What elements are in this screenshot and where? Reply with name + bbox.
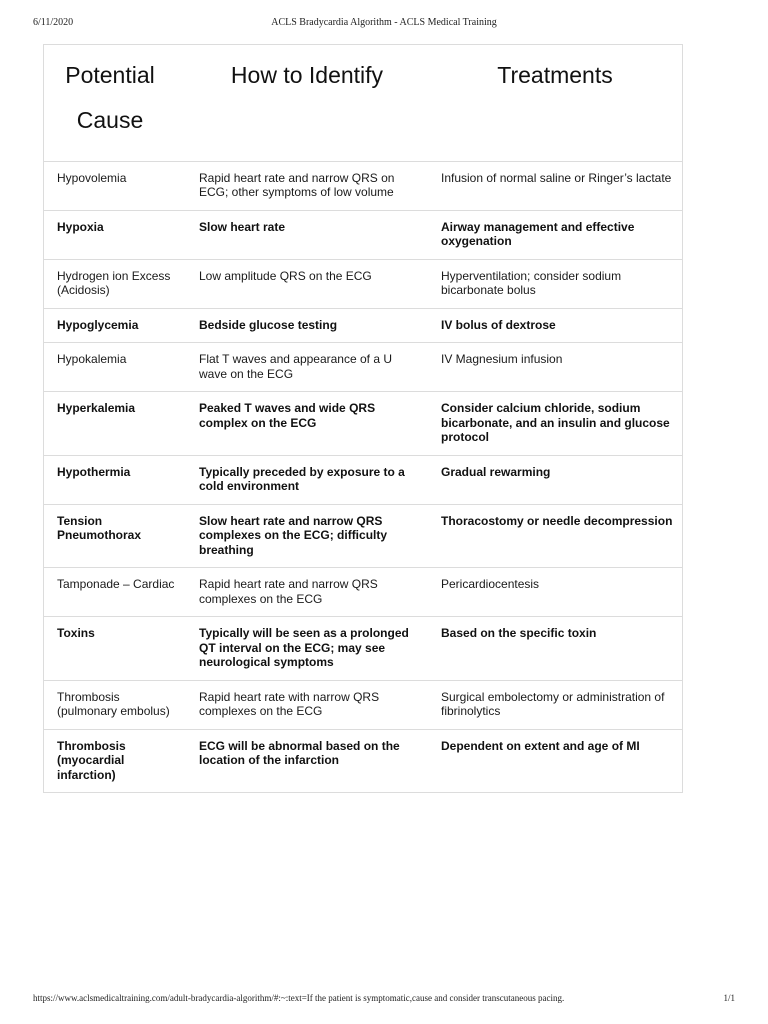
table-row — [44, 259, 682, 308]
cause-cell: Hypovolemia — [44, 161, 186, 210]
page-number: 1/1 — [723, 993, 735, 1003]
table-row — [44, 343, 682, 392]
treatment-cell: Pericardiocentesis — [428, 568, 682, 617]
identify-cell: Low amplitude QRS on the ECG — [186, 259, 428, 308]
identify-cell: Typically will be seen as a prolonged QT interval on the ECG; may see neurological symptoms — [186, 617, 428, 681]
table-row — [44, 504, 682, 568]
treatment-cell: Thoracostomy or needle decompression — [428, 504, 682, 568]
cause-cell: Thrombosis (pulmonary embolus) — [44, 680, 186, 729]
identify-cell: Bedside glucose testing — [186, 308, 428, 343]
table-body — [44, 161, 682, 792]
table-header-row — [44, 45, 682, 161]
treatment-cell: Gradual rewarming — [428, 455, 682, 504]
table-row — [44, 568, 682, 617]
table-row — [44, 161, 682, 210]
identify-cell: Flat T waves and appearance of a U wave on the ECG — [186, 343, 428, 392]
identify-cell: Rapid heart rate with narrow QRS complexes on the ECG — [186, 680, 428, 729]
header-treatments: Treatments — [497, 62, 613, 88]
table-row — [44, 680, 682, 729]
print-date: 6/11/2020 — [33, 17, 74, 28]
identify-cell: Rapid heart rate and narrow QRS complexes on the ECG — [186, 568, 428, 617]
identify-cell: Slow heart rate and narrow QRS complexes on the ECG; difficulty breathing — [186, 504, 428, 568]
table-row — [44, 392, 682, 456]
treatment-cell: Airway management and effective oxygenation — [428, 210, 682, 259]
header-how-to-identify: How to Identify — [230, 62, 384, 88]
table-row — [44, 308, 682, 343]
cause-cell: Hypoglycemia — [44, 308, 186, 343]
treatment-cell: Infusion of normal saline or Ringer’s lactate — [428, 161, 682, 210]
h-and-t-table — [44, 45, 682, 792]
treatment-cell: Hyperventilation; consider sodium bicarbonate bolus — [428, 259, 682, 308]
table-row — [44, 455, 682, 504]
identify-cell: Typically preceded by exposure to a cold environment — [186, 455, 428, 504]
treatment-cell: Surgical embolectomy or administration of fibrinolytics — [428, 680, 682, 729]
header-potential-cause: Potential Cause — [65, 62, 155, 133]
table-row — [44, 617, 682, 681]
print-page-title: ACLS Bradycardia Algorithm - ACLS Medical Training — [271, 17, 497, 28]
treatment-cell: IV Magnesium infusion — [428, 343, 682, 392]
cause-cell: Hyperkalemia — [44, 392, 186, 456]
treatment-cell: IV bolus of dextrose — [428, 308, 682, 343]
table-row — [44, 210, 682, 259]
cause-cell: Hypokalemia — [44, 343, 186, 392]
cause-cell: Toxins — [44, 617, 186, 681]
cause-cell: Tamponade – Cardiac — [44, 568, 186, 617]
identify-cell: Peaked T waves and wide QRS complex on the ECG — [186, 392, 428, 456]
identify-cell: Slow heart rate — [186, 210, 428, 259]
identify-cell: Rapid heart rate and narrow QRS on ECG; other symptoms of low volume — [186, 161, 428, 210]
cause-cell: Hypoxia — [44, 210, 186, 259]
print-header — [0, 17, 768, 33]
table-row — [44, 729, 682, 792]
print-footer — [0, 993, 768, 1009]
treatment-cell: Dependent on extent and age of MI — [428, 729, 682, 792]
h-and-t-table-container — [43, 44, 683, 793]
cause-cell: Tension Pneumothorax — [44, 504, 186, 568]
cause-cell: Hydrogen ion Excess (Acidosis) — [44, 259, 186, 308]
cause-cell: Thrombosis (myocardial infarction) — [44, 729, 186, 792]
print-url: https://www.aclsmedicaltraining.com/adult-bradycardia-algorithm/#:~:text=If the patient is symptomatic,cause and consider transcutaneous pacing. — [33, 993, 565, 1003]
treatment-cell: Consider calcium chloride, sodium bicarbonate, and an insulin and glucose protocol — [428, 392, 682, 456]
cause-cell: Hypothermia — [44, 455, 186, 504]
treatment-cell: Based on the specific toxin — [428, 617, 682, 681]
identify-cell: ECG will be abnormal based on the location of the infarction — [186, 729, 428, 792]
